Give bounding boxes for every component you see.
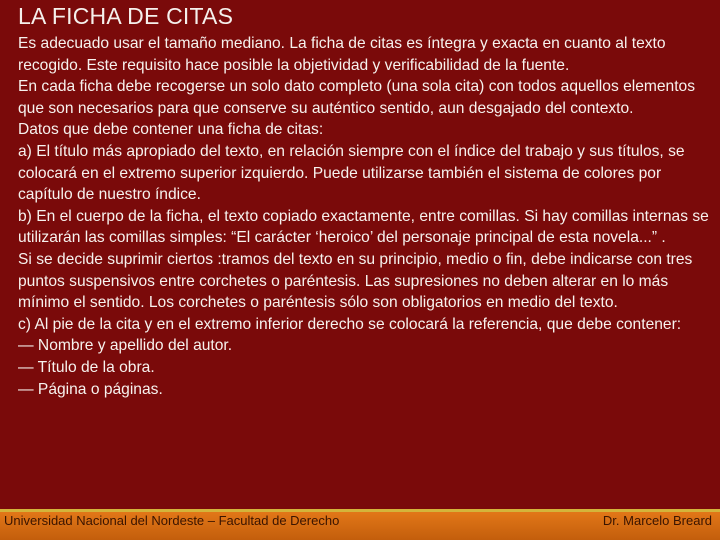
slide-title: LA FICHA DE CITAS [18,3,234,29]
paragraph: a) El título más apropiado del texto, en relación siempre con el índice del trabajo y sus títulos, se colocará en el extremo superior izquierdo. Puede utilizarse también el sistema de colores por capítulo de nuestro índice. [18,142,685,204]
footer-bar [0,512,720,540]
paragraph: Si se decide suprimir ciertos :tramos del texto en su principio, medio o fin, debe indicarse con tres puntos suspensivos entre corchetes o paréntesis. Las supresiones no deben alterar en lo más mínimo el sentido. Los corchetes o paréntesis sólo son obligatorios en medio del texto. [18,250,693,312]
list-item: — Título de la obra. [18,358,155,376]
footer-author: Dr. Marcelo Breard [602,513,712,528]
paragraph: b) En el cuerpo de la ficha, el texto copiado exactamente, entre comillas. Si hay comillas internas se utilizarán las comillas simples: “El carácter ‘heroico’ del personaje principal de esta novela...” . [18,207,709,247]
list-item: — Página o páginas. [18,380,163,398]
paragraph: En cada ficha debe recogerse un solo dato completo (una sola cita) con todos aquellos elementos que son necesarios para que conserve su auténtico sentido, aun desgajado del contexto. [18,78,696,117]
paragraph: Es adecuado usar el tamaño mediano. La ficha de citas es íntegra y exacta en cuanto al texto recogido. Este requisito hace posible la objetividad y verificabilidad de la fuente. [18,35,666,74]
footer-institution: Universidad Nacional del Nordeste – Facultad de Derecho [4,513,340,528]
paragraph: c) Al pie de la cita y en el extremo inferior derecho se colocará la referencia, que debe contener: [18,315,682,333]
paragraph: Datos que debe contener una ficha de citas: [18,121,324,139]
slide-body [18,33,714,400]
list-item: — Nombre y apellido del autor. [18,337,233,355]
